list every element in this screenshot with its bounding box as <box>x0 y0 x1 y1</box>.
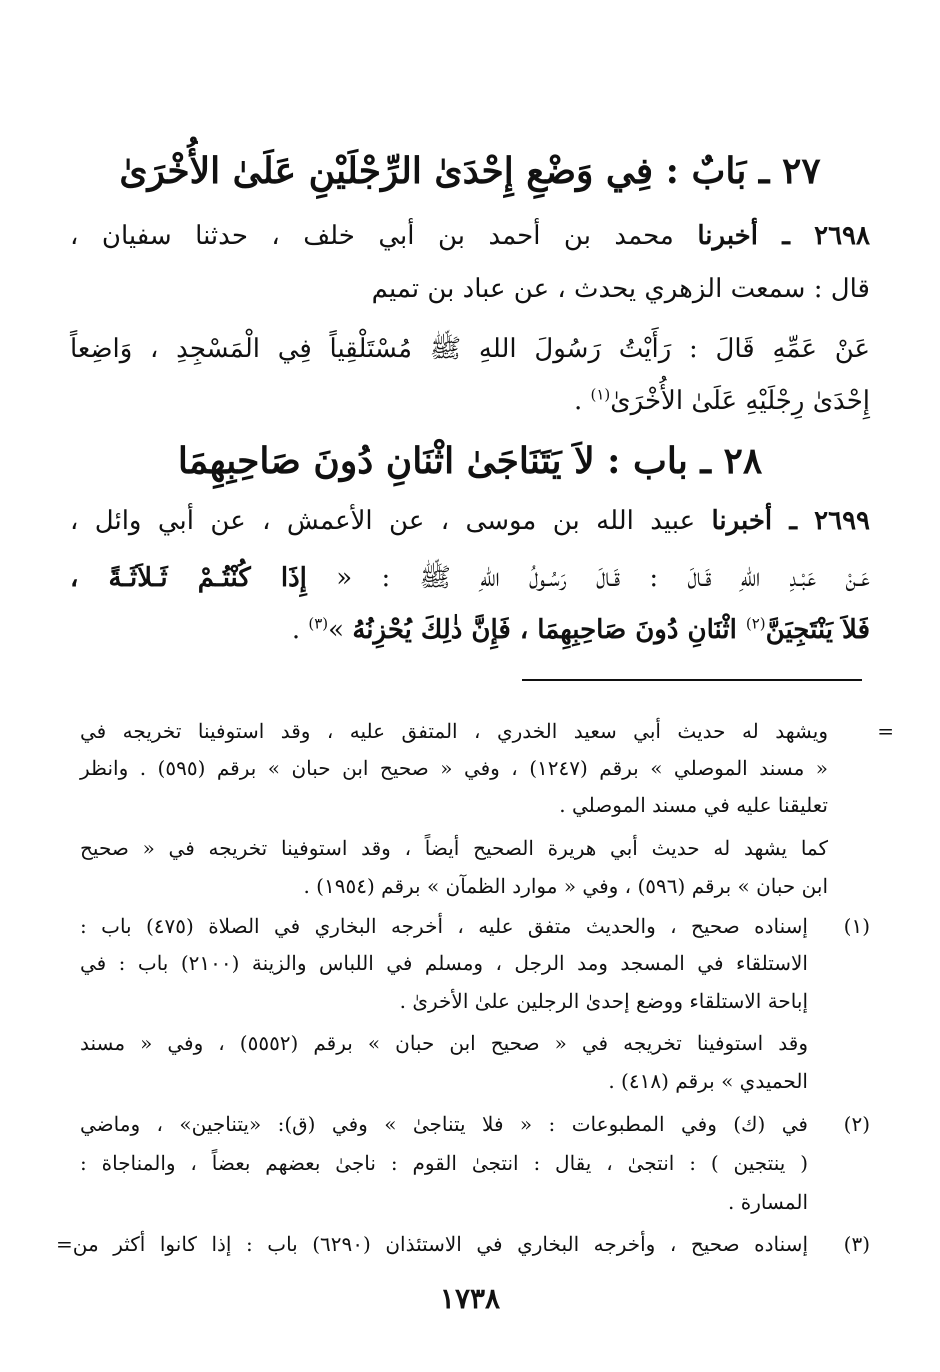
footnote-cont-line-5: ابن حبان » برقم (٥٩٦) ، وفي « موارد الظمآن » برقم (١٩٥٤) . <box>303 874 828 898</box>
footnote-cont-line-3: تعليقنا عليه في مسند الموصلي . <box>559 793 828 817</box>
footnote-divider <box>522 679 862 681</box>
footnote-1-line-1: إسناده صحيح ، والحديث متفق عليه ، أخرجه البخاري في الصلاة (٤٧٥) باب : <box>80 914 808 938</box>
footnote-cont-line-1: ويشهد له حديث أبي سعيد الخدري ، المتفق عليه ، وقد استوفينا تخريجه في <box>80 719 828 743</box>
footnote-2-line-2: ( ينتجين ) : انتجىٰ ، يقال : انتجىٰ القوم : ناجىٰ بعضهم بعضاً ، والمناجاة : <box>80 1151 808 1175</box>
hadith-2699-number: ٢٦٩٩ ـ أخبرنا <box>711 506 870 536</box>
footnote-3-line-1: إسناده صحيح ، وأخرجه البخاري في الاستئذان (٦٢٩٠) باب : إذا كانوا أكثر من= <box>56 1232 808 1256</box>
footnote-2-number: (٢) <box>843 1112 870 1136</box>
footnote-3-number: (٣) <box>843 1232 870 1256</box>
chapter-27-title: ٢٧ ـ بَابٌ : فِي وَضْعِ إِحْدَىٰ الرِّجْلَيْنِ عَلَىٰ الأُخْرَىٰ <box>119 150 821 192</box>
chapter-28-title: ٢٨ ـ باب : لاَ يَتَنَاجَىٰ اثْنَانِ دُونَ صَاحِبِهِمَا <box>177 440 763 482</box>
footnote-1-line-3: إباحة الاستلقاء ووضع إحدىٰ الرجلين علىٰ الأخرىٰ . <box>399 989 808 1013</box>
page-number: ١٧٣٨ <box>439 1282 501 1315</box>
footnote-1-number: (١) <box>843 914 870 938</box>
footnote-1-line-4: وقد استوفينا تخريجه في « صحيح ابن حبان » برقم (٥٥٥٢) ، وفي « مسند <box>80 1031 808 1055</box>
footnote-1-line-5: الحميدي » برقم (٤١٨) . <box>608 1069 808 1093</box>
hadith-2699-line-2 <box>70 562 870 596</box>
hadith-2699-matn-c: اثْنَانِ دُونَ صَاحِبِهِمَا ، فَإِنَّ ذٰلِكَ يُحْزِنُهُ <box>352 615 746 645</box>
hadith-2699-period: . <box>291 615 309 645</box>
footnote-2-line-1: في (ك) وفي المطبوعات : « فلا يتناجىٰ » وفي (ق): «يتناجين» ، وماضي <box>80 1112 808 1136</box>
hadith-2698-chain-a: محمد بن أحمد بن أبي خلف ، حدثنا سفيان ، <box>70 221 698 251</box>
footnote-cont-line-2: « مسند الموصلي » برقم (١٢٤٧) ، وفي « صحيح ابن حبان » برقم (٥٩٥) . وانظر <box>80 756 828 780</box>
hadith-2698-text-end: إِحْدَىٰ رِجْلَيْهِ عَلَىٰ الأُخْرَىٰ <box>610 386 870 416</box>
footnote-1-line-2: الاستلقاء في المسجد ومد الرجل ، ومسلم في اللباس والزينة (٢١٠٠) باب : في <box>80 951 808 975</box>
footnote-ref-3: (٣) <box>308 614 329 633</box>
hadith-2698-line-2: قال : سمعت الزهري يحدث ، عن عباد بن تميم <box>371 274 870 304</box>
footnote-2-line-3: المسارة . <box>728 1190 808 1214</box>
hadith-2699-intro: عَـنْ عَبْـدِ اللهِ قَـالَ : قَـالَ رَسُـولُ اللهِ ﷺ : « <box>306 563 870 593</box>
footnote-ref-2: (٢) <box>745 614 766 633</box>
hadith-2699-close-quote: » <box>328 615 353 645</box>
footnote-cont-line-4: كما يشهد له حديث أبي هريرة الصحيح أيضاً ، وقد استوفينا تخريجه في « صحيح <box>80 836 828 860</box>
hadith-2699-matn-b: فَلاَ يَنْتَجِيَنَّ <box>765 615 870 645</box>
hadith-2699-line-1 <box>70 505 870 539</box>
footnote-ref-1: (١) <box>590 385 611 404</box>
hadith-2698-line-3: عَنْ عَمِّهِ قَالَ : رَأَيْتُ رَسُولَ اللهِ ﷺ مُسْتَلْقِياً فِي الْمَسْجِدِ ، وَاضِعاً <box>70 334 870 364</box>
hadith-2699-matn-a: إِذَا كُنْتُـمْ ثَـلاَثَـةً ، <box>70 563 307 593</box>
hadith-2698-period: . <box>573 386 591 416</box>
hadith-2698-line-4 <box>70 385 870 419</box>
footnote-continuation-mark: = <box>877 719 894 743</box>
document-page <box>56 0 894 1372</box>
hadith-2698-number: ٢٦٩٨ ـ أخبرنا <box>697 221 870 251</box>
hadith-2699-line-3 <box>70 614 870 648</box>
hadith-2699-chain: عبيد الله بن موسى ، عن الأعمش ، عن أبي وائل ، <box>70 506 712 536</box>
hadith-2698-line-1 <box>70 220 870 254</box>
